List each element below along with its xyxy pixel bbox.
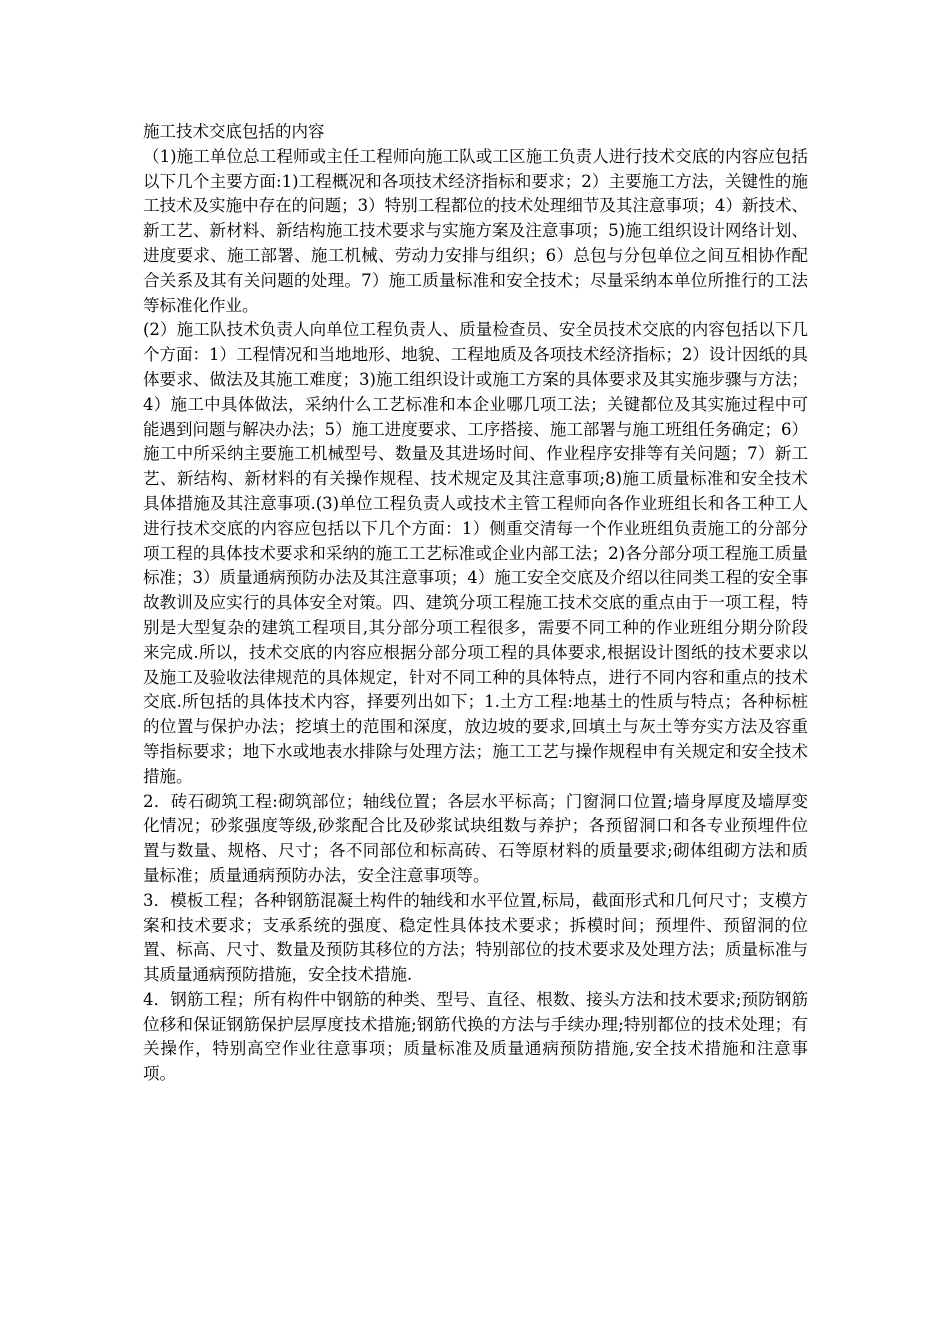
paragraph-4: 3．模板工程；各种钢筋混凝土构件的轴线和水平位置,标局，截面形式和几何尺寸；支模方案和技术要求；支承系统的强度、稳定性具体技术要求；拆模时间；预埋件、预留洞的位置、标高、尺寸、数量及预防其移位的方法；特别部位的技术要求及处理方法；质量标准与其质量通病预防措施，安全技术措施. bbox=[143, 890, 808, 985]
document-title: 施工技术交底包括的内容 bbox=[143, 122, 325, 141]
paragraph-1: （1)施工单位总工程师或主任工程师向施工队或工区施工负责人进行技术交底的内容应包括以下几个主要方面:1)工程概况和各项技术经济指标和要求；2）主要施工方法，关键性的施工技术及实施中存在的问题；3）特别工程都位的技术处理细节及其注意事项；4）新技术、新工艺、新材料、新结构施工技术要求与实施方案及注意事项；5)施工组织设计网络计划、进度要求、施工部署、施工机械、劳动力安排与组织；6）总包与分包单位之间互相协作配合关系及其有关问题的处理。7）施工质量标准和安全技术；尽量采纳本单位所推行的工法等标准化作业。 bbox=[143, 146, 808, 315]
paragraph-3: 2．砖石砌筑工程:砌筑部位；轴线位置；各层水平标高；门窗洞口位置;墙身厚度及墙厚变化情况；砂浆强度等级,砂浆配合比及砂浆试块组数与养护；各预留洞口和各专业预埋件位置与数量、规格、尺寸；各不同部位和标高砖、石等原材料的质量要求;砌体组砌方法和质量标准；质量通病预防办法，安全注意事项等。 bbox=[143, 791, 808, 885]
paragraph-2: (2）施工队技术负责人向单位工程负责人、质量检查员、安全员技术交底的内容包括以下几个方面：1）工程情况和当地地形、地貌、工程地质及各项技术经济指标；2）设计因纸的具体要求、做法及其施工难度；3)施工组织设计或施工方案的具体要求及其实施步骤与方法；4）施工中具体做法，采纳什么工艺标准和本企业哪几项工法；关键都位及其实施过程中可能遇到问题与解决办法；5）施工进度要求、工序搭接、施工部署与施工班组任务确定；6）施工中所采纳主要施工机械型号、数量及其进场时间、作业程序安排等有关问题；7）新工艺、新结构、新材料的有关操作规程、技术规定及其注意事项;8)施工质量标准和安全技术具体措施及其注意事项.(3)单位工程负责人或技术主管工程师向各作业班组长和各工种工人进行技术交底的内容应包括以下几个方面：1）侧重交清每一个作业班组负责施工的分部分项工程的具体技术要求和采纳的施工工艺标准或企业内部工法；2)各分部分项工程施工质量标准；3）质量通病预防办法及其注意事项；4）施工安全交底及介绍以往同类工程的安全事故教训及应实行的具体安全对策。四、建筑分项工程施工技术交底的重点由于一项工程，特别是大型复杂的建筑工程项目,其分部分项工程很多，需要不同工种的作业班组分期分阶段来完成.所以，技术交底的内容应根据分部分项工程的具体要求,根据设计图纸的技术要求以及施工及验收法律规范的具体规定，针对不同工种的具体特点，进行不同内容和重点的技术交底.所包括的具体技术内容，择要列出如下；1.土方工程:地基土的性质与特点；各种标桩的位置与保护办法；挖填土的范围和深度，放边坡的要求,回填土与灰土等夯实方法及容重等指标要求；地下水或地表水排除与处理方法；施工工艺与操作规程申有关规定和安全技术措施。 bbox=[143, 320, 808, 786]
paragraph-5: 4．钢筋工程；所有构件中钢筋的种类、型号、直径、根数、接头方法和技术要求;预防钢筋位移和保证钢筋保护层厚度技术措施;钢筋代换的方法与手续办理;特别都位的技术处理；有关操作，特别高空作业往意事项；质量标准及质量通病预防措施,安全技术措施和注意事项。 bbox=[143, 989, 808, 1084]
document-body bbox=[143, 120, 808, 1087]
